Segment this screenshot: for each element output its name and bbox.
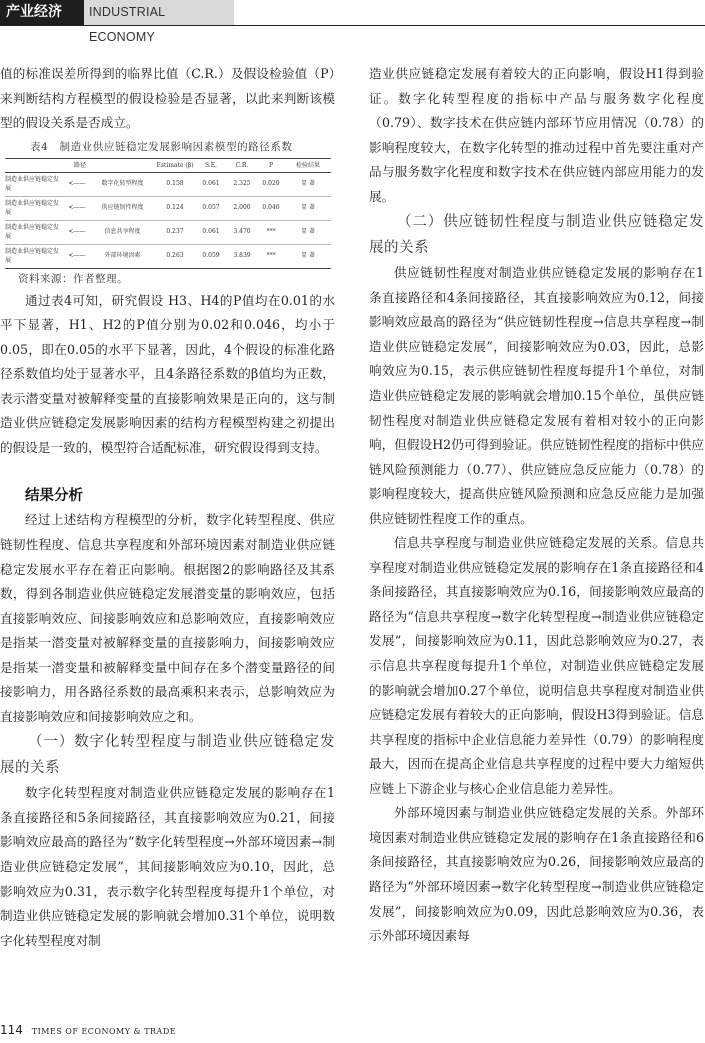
body-paragraph: 信息共享程度与制造业供应链稳定发展的关系。信息共享程度对制造业供应链稳定发展的影响存在1条直接路径和4条间接路径，其直接影响效应为0.16，间接影响效应最高的路径为“信息共享程度→数字化转型程度→制造业供应链稳定发展”，间接影响效应为0.11，因此总影响效应为0.27，表示信息共享程度每提升1个单位，对制造业供应链稳定发展的影响就会增加0.27个单位，说明信息共享程度对制造业供应链稳定发展有着较大的正向影响，假设H3得到验证。信息共享程度的指标中企业信息能力差异性（0.79）的影响程度最大，因而在提高企业信息共享程度的过程中要大力缩短供应链上下游企业与核心企业信息能力差异性。 — [369, 535, 704, 796]
table-source-note: 资料来源：作者整理。 — [18, 272, 128, 285]
cell-cr: 3.470 — [227, 220, 257, 244]
cell-se: 0.061 — [195, 172, 227, 196]
page-number: 114 — [0, 1023, 23, 1037]
cell-p: 0.046 — [257, 196, 285, 220]
table-row — [5, 220, 331, 244]
subsection-heading: （一）数字化转型程度与制造业供应链稳定发展的关系 — [0, 734, 335, 777]
body-paragraph: 通过表4可知，研究假设 H3、H4的P值均在0.01的水平下显著，H1、H2的P值分别为0.02和0.046，均小于0.05，即在0.05的水平下显著，因此，4个假设的标准化路径系数值均处于显著水平，且4条路径系数的β值均为正数，表示潜变量对被解释变量的直接影响效果是正向的，这与制造业供应链稳定发展影响因素的结构方程模型构建之初提出的假设是一致的，模型符合适配标准，研究假设得到支持。 — [0, 292, 335, 455]
col-header-se: S.E. — [195, 158, 227, 172]
subsection-heading: （二）供应链韧性程度与制造业供应链稳定发展的关系 — [369, 214, 704, 257]
body-paragraph: 供应链韧性程度对制造业供应链稳定发展的影响存在1条直接路径和4条间接路径，其直接影响效应为0.12，间接影响效应最高的路径为“供应链韧性程度→信息共享程度→制造业供应链稳定发展”，间接影响效应为0.03，因此，总影响效应为0.15，表示供应链韧性程度每提升1个单位，对制造业供应链稳定发展的影响就会增加0.15个单位，虽供应链韧性程度对制造业供应链稳定发展有着相对较小的正向影响，但假设H2仍可得到验证。供应链韧性程度的指标中供应链风险预测能力（0.77）、供应链应急反应能力（0.78）的影响程度较大，提高供应链风险预测和应急反应能力是加强供应链韧性程度工作的重点。 — [369, 265, 704, 526]
table-caption: 表4 制造业供应链稳定发展影响因素模型的路径系数 — [30, 140, 293, 153]
cell-arrow: <—— — [64, 172, 90, 196]
intro-paragraph: 值的标准误差所得到的临界比值（C.R.）及假设检验值（P）来判断结构方程模型的假设检验是否显著，以此来判断该模型的假设关系是否成立。 — [0, 66, 335, 131]
cell-result: 显 著 — [285, 244, 331, 268]
col-header-result: 检验结果 — [285, 158, 331, 172]
cell-p: *** — [257, 220, 285, 244]
section-spacer — [0, 460, 335, 484]
cell-result: 显 著 — [285, 172, 331, 196]
path-coefficient-table — [5, 158, 331, 269]
body-paragraph: 造业供应链稳定发展有着较大的正向影响，假设H1得到验证。数字化转型程度的指标中产品与服务数字化程度（0.79）、数字技术在供应链内部环节应用情况（0.78）的影响程度较大，在数字化转型的推动过程中首先要注重对产品与服务数字化程度和数字技术在供应链内部应用能力的发展。 — [369, 66, 704, 204]
cell-arrow: <—— — [64, 244, 90, 268]
page-footer — [0, 1023, 176, 1037]
cell-dependent: 制造业供应链稳定发展 — [5, 196, 64, 220]
cell-dependent: 制造业供应链稳定发展 — [5, 244, 64, 268]
cell-estimate: 0.263 — [155, 244, 195, 268]
cell-dependent: 制造业供应链稳定发展 — [5, 220, 64, 244]
magazine-name: TIMES OF ECONOMY & TRADE — [31, 1027, 177, 1036]
col-header-p: P — [257, 158, 285, 172]
section-heading: 结果分析 — [25, 488, 83, 505]
cell-estimate: 0.124 — [155, 196, 195, 220]
cell-se: 0.059 — [195, 244, 227, 268]
cell-independent: 供应链韧性程度 — [90, 196, 155, 220]
left-column — [0, 62, 335, 953]
right-column — [369, 62, 704, 949]
cell-independent: 数字化转型程度 — [90, 172, 155, 196]
cell-arrow: <—— — [64, 196, 90, 220]
cell-se: 0.057 — [195, 196, 227, 220]
body-paragraph: 经过上述结构方程模型的分析，数字化转型程度、供应链韧性程度、信息共享程度和外部环境因素对制造业供应链稳定发展水平存在着正向影响。根据图2的影响路径及其系数，得到各制造业供应链稳定发展潜变量的影响效应，包括直接影响效应、间接影响效应和总影响效应，直接影响效应是指某一潜变量对被解释变量的直接影响力，间接影响效应是指某一潜变量和被解释变量中间存在多个潜变量路径的间接影响力，用各路径系数的最高乘积来表示，总影响效应为直接影响效应和间接影响效应之和。 — [0, 512, 335, 724]
cell-cr: 2.325 — [227, 172, 257, 196]
cell-cr: 2.000 — [227, 196, 257, 220]
page-header — [0, 0, 705, 44]
cell-p: *** — [257, 244, 285, 268]
cell-independent: 信息共享程度 — [90, 220, 155, 244]
cell-independent: 外部环境因素 — [90, 244, 155, 268]
column-section-label: INDUSTRIAL ECONOMY — [84, 0, 234, 25]
cell-result: 显 著 — [285, 220, 331, 244]
table-header-row — [5, 158, 331, 172]
cell-dependent: 制造业供应链稳定发展 — [5, 172, 64, 196]
col-header-path: 路径 — [5, 158, 155, 172]
cell-cr: 3.839 — [227, 244, 257, 268]
table-row — [5, 172, 331, 196]
header-rule — [0, 25, 705, 26]
cell-result: 显 著 — [285, 196, 331, 220]
cell-p: 0.020 — [257, 172, 285, 196]
col-header-estimate: Estimate (β) — [155, 158, 195, 172]
table-row — [5, 244, 331, 268]
cell-arrow: <—— — [64, 220, 90, 244]
table-row — [5, 196, 331, 220]
body-paragraph: 数字化转型程度对制造业供应链稳定发展的影响存在1条直接路径和5条间接路径，其直接影响效应为0.21，间接影响效应最高的路径为“数字化转型程度→外部环境因素→制造业供应链稳定发展”，其间接影响效应为0.10，因此，总影响效应为0.31，表示数字化转型程度每提升1个单位，对制造业供应链稳定发展的影响就会增加0.31个单位，说明数字化转型程度对制 — [0, 785, 335, 948]
column-brand-label: 产业经济 — [0, 0, 84, 25]
cell-estimate: 0.158 — [155, 172, 195, 196]
cell-estimate: 0.237 — [155, 220, 195, 244]
body-paragraph: 外部环境因素与制造业供应链稳定发展的关系。外部环境因素对制造业供应链稳定发展的影响存在1条直接路径和6条间接路径，其直接影响效应为0.26，间接影响效应最高的路径为“外部环境因素→数字化转型程度→制造业供应链稳定发展”，间接影响效应为0.09，因此总影响效应为0.36，表示外部环境因素每 — [369, 805, 704, 944]
col-header-cr: C.R. — [227, 158, 257, 172]
cell-se: 0.061 — [195, 220, 227, 244]
